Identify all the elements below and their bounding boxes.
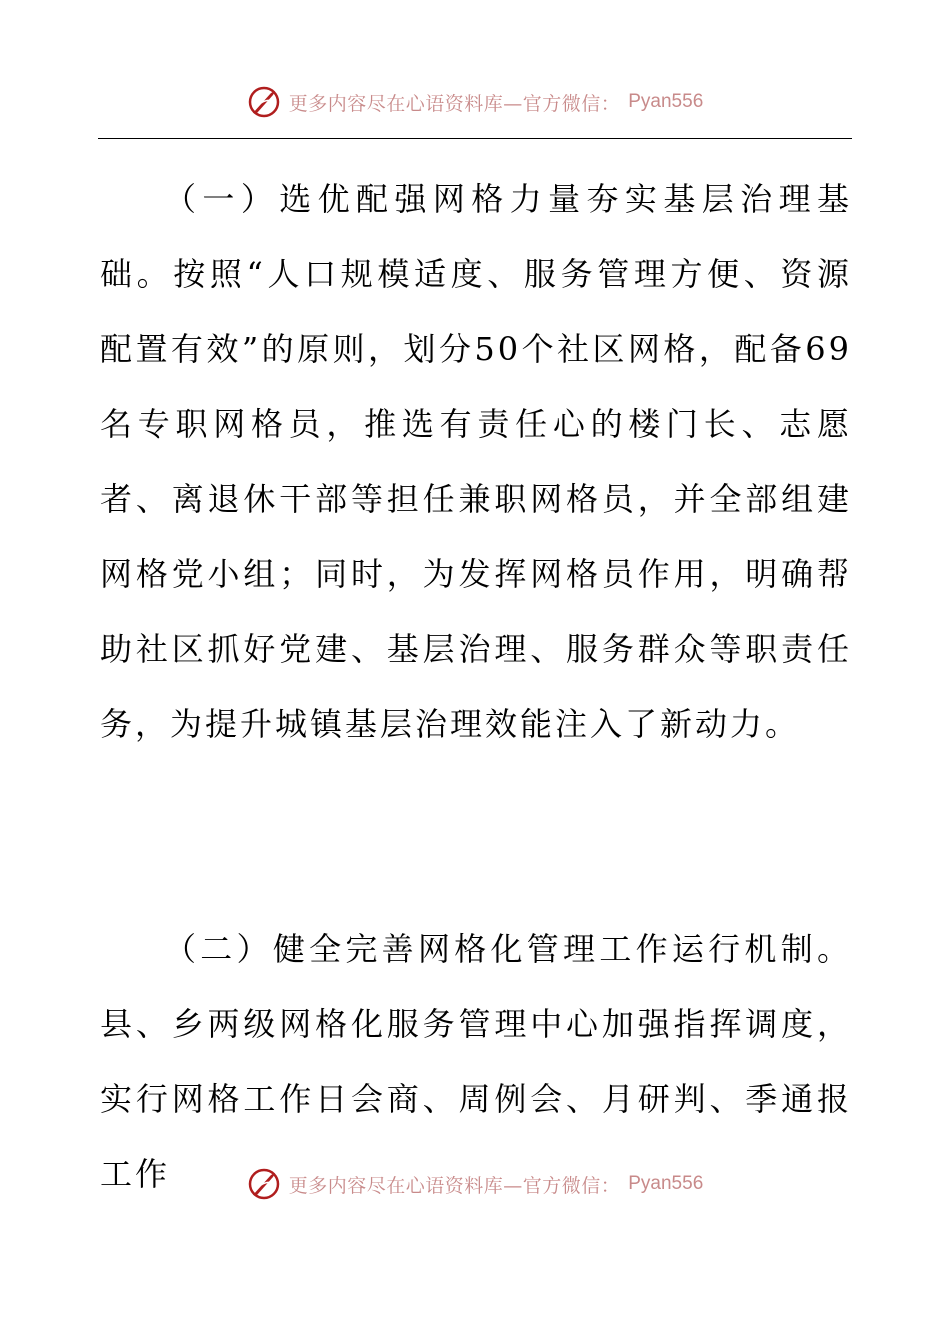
document-body xyxy=(100,162,852,1212)
quill-pen-logo-icon xyxy=(247,85,281,119)
paragraph-1: （一）选优配强网格力量夯实基层治理基础。按照“人口规模适度、服务管理方便、资源配置有效”的原则，划分50个社区网格，配备69名专职网格员，推选有责任心的楼门长、志愿者、离退休干部等担任兼职网格员，并全部组建网格党小组；同时，为发挥网格员作用，明确帮助社区抓好党建、基层治理、服务群众等职责任务，为提升城镇基层治理效能注入了新动力。 xyxy=(100,180,852,743)
footer-banner-wechat-id: Pyan556 xyxy=(628,1173,704,1194)
header-watermark-banner xyxy=(0,80,950,124)
paragraph-2: （二）健全完善网格化管理工作运行机制。县、乡两级网格化服务管理中心加强指挥调度，实行网格工作日会商、周例会、月研判、季通报工作 xyxy=(100,930,852,1193)
footer-watermark-banner xyxy=(0,1162,950,1206)
footer-banner-text: 更多内容尽在心语资料库—官方微信： xyxy=(288,1174,621,1197)
quill-pen-logo-icon xyxy=(247,1167,281,1201)
header-banner-wechat-id: Pyan556 xyxy=(628,91,704,112)
header-banner-text: 更多内容尽在心语资料库—官方微信： xyxy=(288,92,621,115)
header-divider-line xyxy=(98,138,852,139)
